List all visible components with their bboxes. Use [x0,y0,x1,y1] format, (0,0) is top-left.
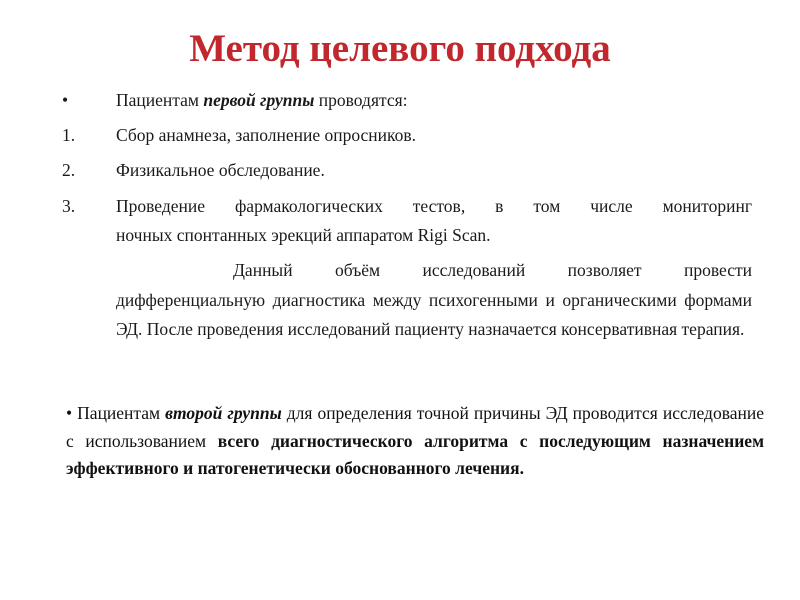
group2-emphasis: второй группы [165,403,282,423]
list-number: 2. [62,160,76,180]
summary-paragraph: Данный объём исследований позволяет провести дифференциальную диагностика между психогенными и органическими формами ЭД. После проведения исследований пациенту назначается консервативная терапия. [116,260,752,339]
list-item-text-line1: Проведение фармакологических тестов, в том числе мониторинг [116,196,752,216]
group2-paragraph: • Пациентам второй группы для определения точной причины ЭД проводится исследование с использованием всего диагностического алгоритма с последующим назначением эффективного и патогенетически обоснованного лечения. [66,403,764,478]
list-item-text: Физикальное обследование. [116,160,325,180]
group2-bold-text: всего диагностического алгоритма с последующим назначением эффективного и патогенетически обоснованного лечения. [66,430,764,478]
bullet-marker: • [62,90,69,110]
list-number: 3. [62,196,76,216]
slide-title: Метод целевого подхода [189,27,611,70]
list-item-text: Сбор анамнеза, заполнение опросников. [116,125,417,145]
bullet-marker: • [66,403,73,423]
list-item-text-line2: ночных спонтанных эрекций аппаратом Rigi Scan. [116,225,491,245]
group1-intro-text: Пациентам первой группы проводятся: [116,90,408,110]
list-number: 1. [62,125,76,145]
group1-emphasis: первой группы [203,90,315,110]
